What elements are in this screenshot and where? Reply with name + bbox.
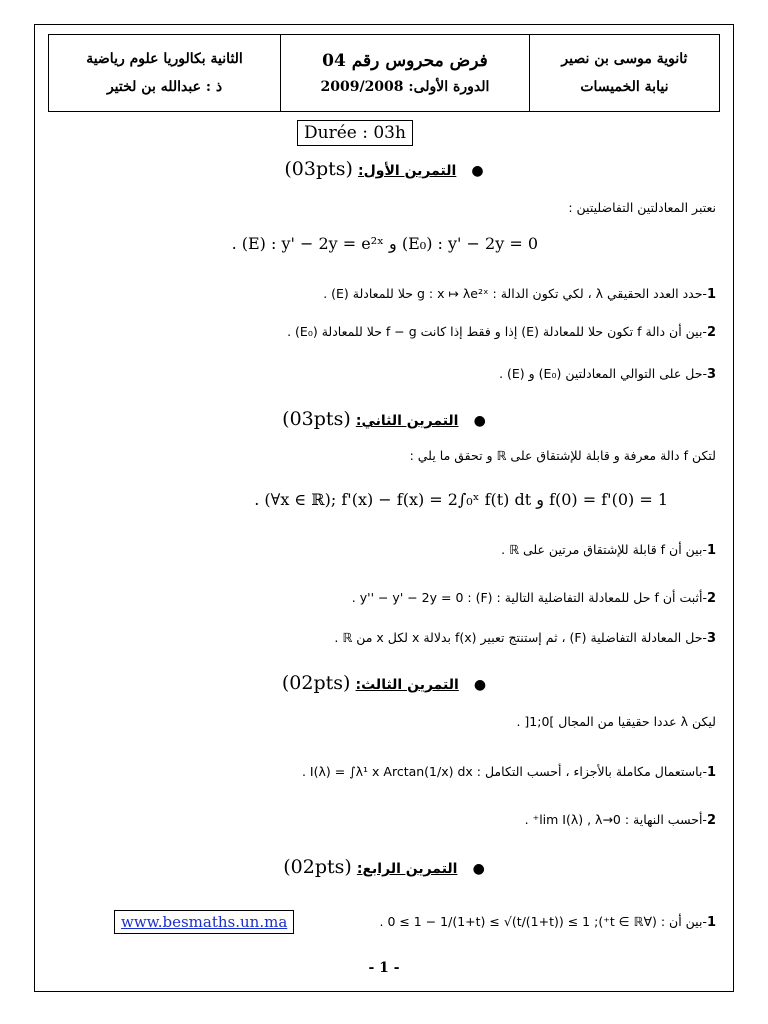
exercise-3-label: التمرين الثالث:	[355, 677, 459, 693]
bullet-icon: ●	[472, 861, 485, 877]
exercise-2-q1	[501, 540, 716, 561]
exercise-2-conditions-math: . (∀x ∈ ℝ); f'(x) − f(x) = 2∫₀ˣ f(t) dt و f(0) = f'(0) = 1	[254, 490, 668, 509]
exercise-4-q1	[379, 912, 716, 933]
q-text: -بين أن f قابلة للإشتقاق مرتين على ℝ .	[501, 542, 707, 557]
exercise-4-points: (02pts)	[283, 856, 352, 878]
q-text: -حدد العدد الحقيقي λ ، لكي تكون الدالة : g : x ↦ λe²ˣ حلا للمعادلة (E) .	[323, 286, 707, 301]
exercise-2-points: (03pts)	[282, 408, 351, 430]
header-right-line2: نيابة الخميسات	[580, 79, 669, 95]
header-left-cell	[49, 35, 281, 112]
q-number: 1	[706, 287, 716, 302]
q-number: 1	[706, 543, 716, 558]
exam-session: الدورة الأولى: 2009/2008	[320, 79, 490, 95]
q-number: 2	[706, 325, 716, 340]
header-right-cell	[529, 35, 719, 112]
exercise-3-title	[0, 672, 768, 694]
page-number: - 1 -	[368, 960, 400, 976]
q-text: -حل المعادلة التفاضلية (F) ، ثم إستنتج تعبير f(x) بدلالة x لكل x من ℝ .	[334, 630, 707, 645]
bullet-icon: ●	[471, 163, 484, 179]
exercise-1-equations	[232, 234, 538, 255]
exercise-3-intro: ليكن λ عددا حقيقيا من المجال ]0;1[ .	[516, 714, 716, 729]
q-number: 2	[706, 813, 716, 828]
exercise-4-label: التمرين الرابع:	[356, 861, 458, 877]
exercise-1-intro: نعتبر المعادلتين التفاضليتين :	[568, 200, 716, 215]
exercise-2-q3	[334, 628, 716, 649]
header-right-line1: ثانوية موسى بن نصير	[561, 51, 688, 67]
q-text: -أثبت أن f حل للمعادلة التفاضلية التالية : (F) : y'' − y' − 2y = 0 .	[351, 590, 707, 605]
exercise-3-q1	[302, 762, 716, 783]
exercise-1-q3	[499, 364, 716, 385]
q-text: -بين أن : (∀t ∈ ℝ⁺); 0 ≤ 1 − 1/(1+t) ≤ √(t/(1+t)) ≤ 1 .	[379, 914, 707, 929]
exercise-1-q1	[323, 284, 716, 305]
exercise-1-label: التمرين الأول:	[358, 163, 457, 179]
q-text: -باستعمال مكاملة بالأجزاء ، أحسب التكامل : I(λ) = ∫λ¹ x Arctan(1/x) dx .	[301, 764, 707, 779]
exercise-3-q2	[525, 810, 716, 831]
q-number: 3	[706, 631, 716, 646]
exercise-2-label: التمرين الثاني:	[355, 413, 459, 429]
exercise-2-conditions	[254, 490, 668, 511]
exercise-1-title	[0, 158, 768, 180]
q-text: -بين أن دالة f تكون حلا للمعادلة (E) إذا و فقط إذا كانت f − g حلا للمعادلة (E₀) .	[287, 324, 707, 339]
exercise-2-intro: لتكن f دالة معرفة و قابلة للإشتقاق على ℝ و تحقق ما يلي :	[409, 448, 716, 463]
header-left-line2: ذ : عبدالله بن لختير	[106, 79, 223, 95]
exercise-2-q2	[352, 588, 716, 609]
exercise-1-equations-math: . (E) : y' − 2y = e²ˣ و (E₀) : y' − 2y = 0	[231, 234, 538, 253]
header-left-line1: الثانية بكالوريا علوم رياضية	[86, 51, 243, 67]
exercise-1-q2	[287, 322, 716, 343]
header-table	[48, 34, 720, 112]
exercise-1-points: (03pts)	[284, 158, 353, 180]
bullet-icon: ●	[473, 413, 486, 429]
website-link[interactable]: www.besmaths.un.ma	[114, 910, 294, 934]
exercise-3-points: (02pts)	[281, 672, 351, 694]
q-number: 1	[706, 765, 716, 780]
q-text: -أحسب النهاية : lim I(λ) , λ→0⁺ .	[524, 812, 707, 827]
q-text: -حل على التوالي المعادلتين (E₀) و (E) .	[499, 366, 707, 381]
bullet-icon: ●	[473, 677, 487, 693]
exercise-4-title	[0, 856, 768, 878]
duration-box: Durée : 03h	[297, 120, 413, 146]
header-middle-cell	[281, 35, 530, 112]
q-number: 1	[706, 915, 716, 930]
q-number: 2	[706, 591, 716, 606]
exam-title: فرض محروس رقم 04	[322, 51, 488, 71]
q-number: 3	[706, 367, 716, 382]
exercise-2-title	[0, 408, 768, 430]
